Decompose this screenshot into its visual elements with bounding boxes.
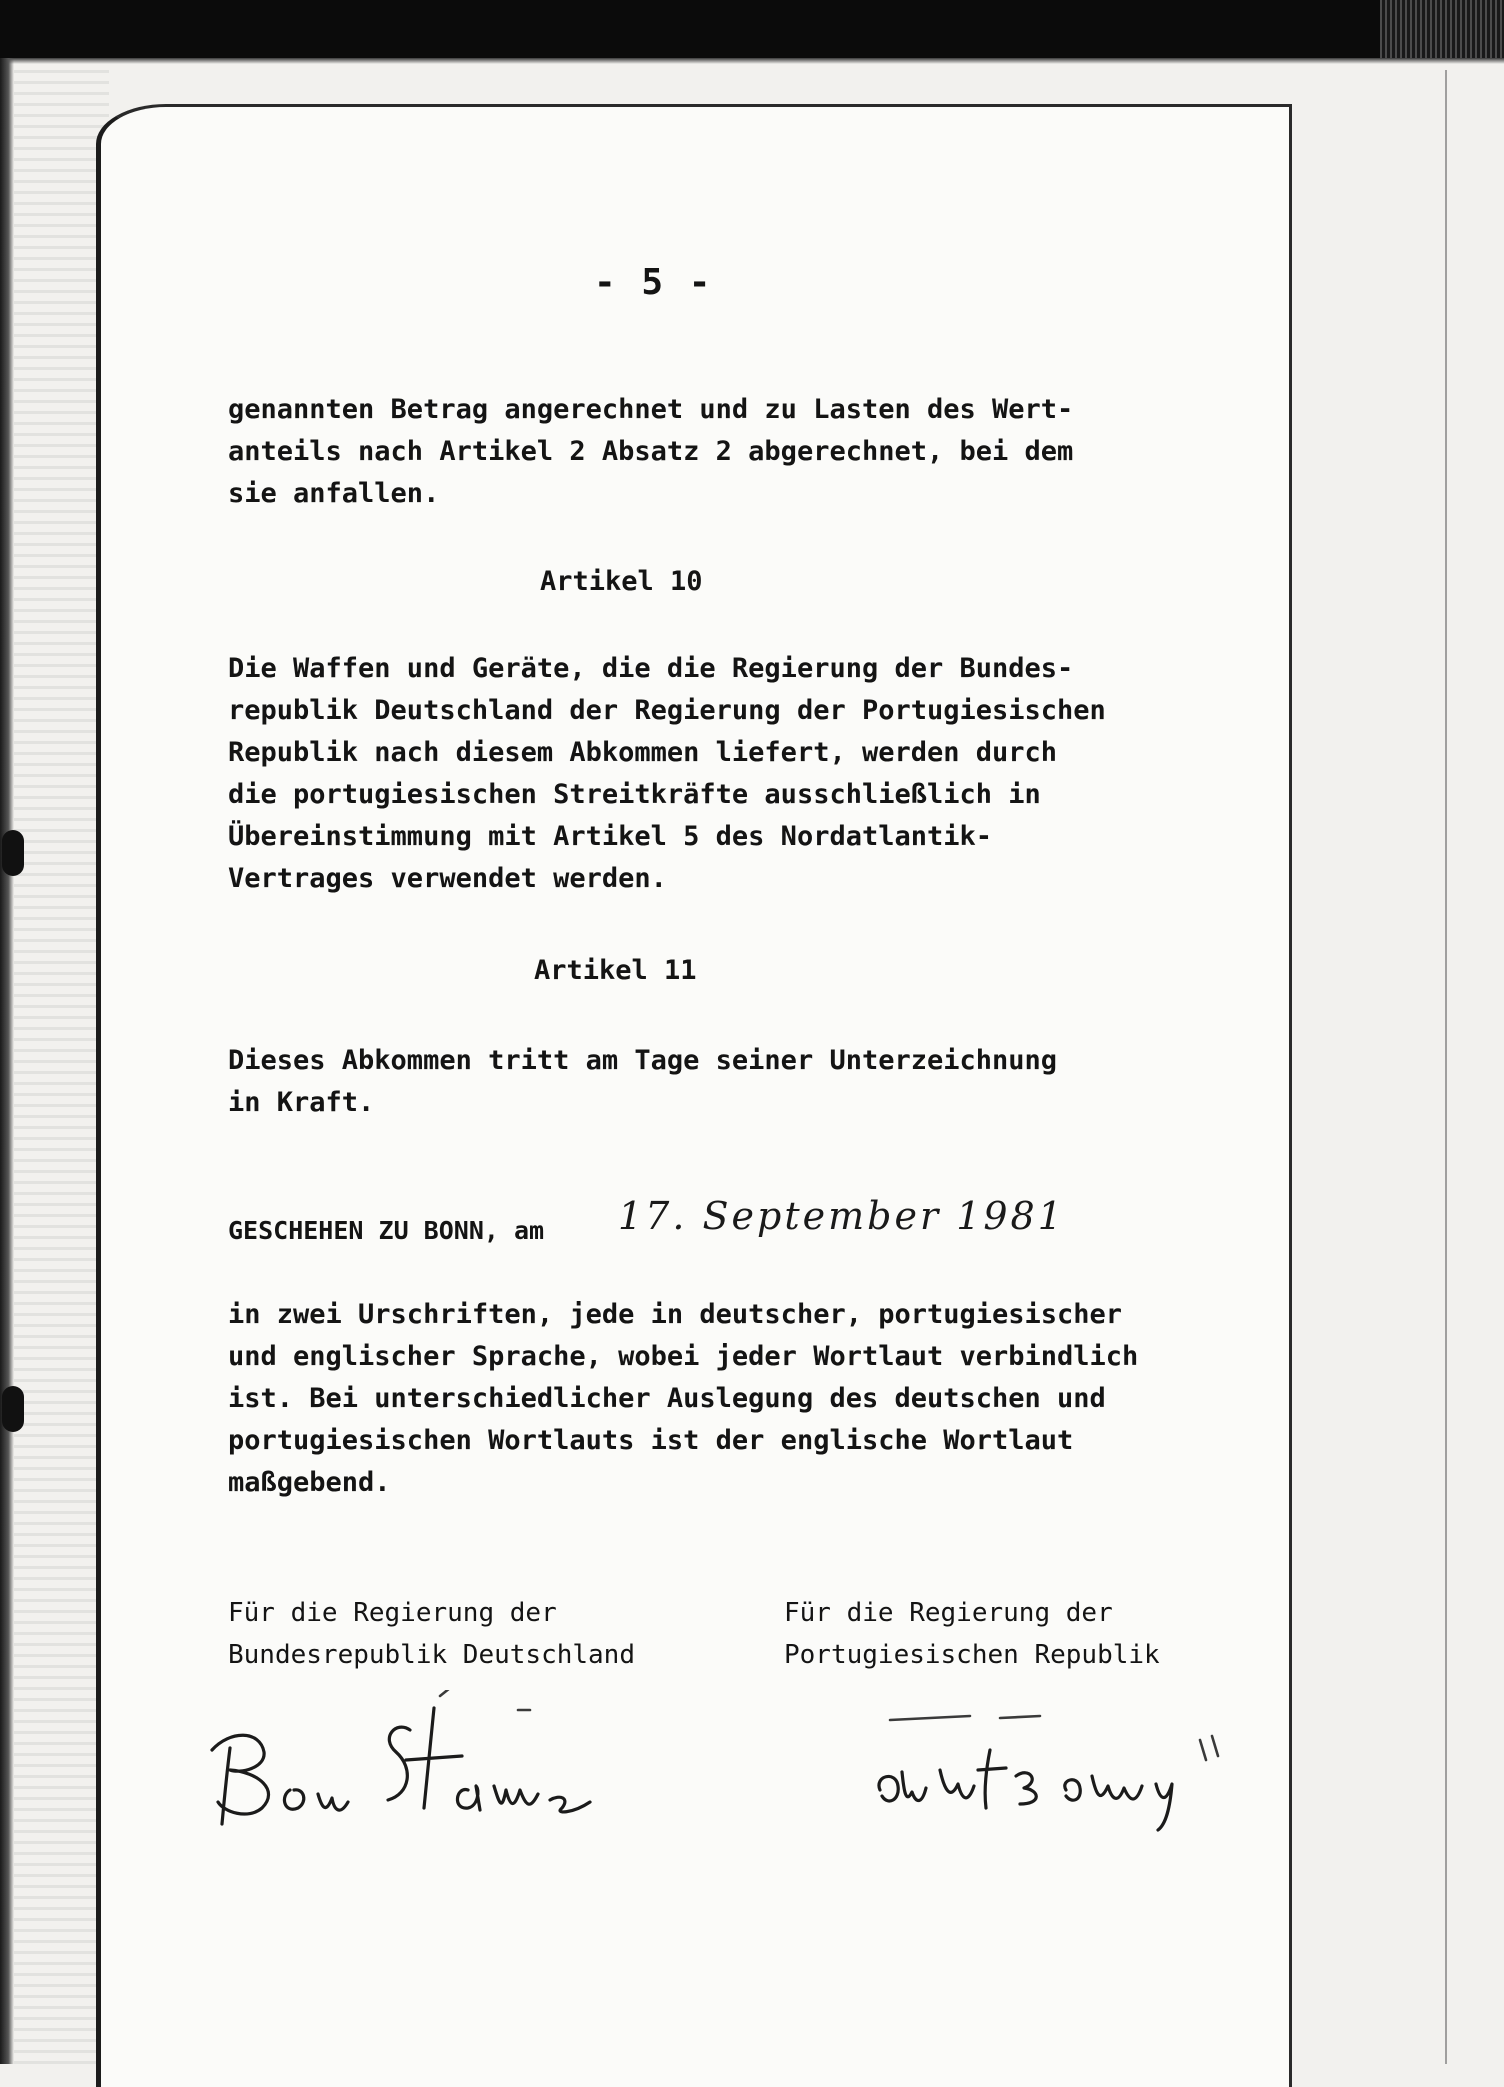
text-line: Übereinstimmung mit Artikel 5 des Nordatlantik-	[228, 821, 993, 852]
signing-place-label: GESCHEHEN ZU BONN, am	[228, 1216, 545, 1245]
scan-right-rule	[1445, 70, 1447, 2064]
handwritten-date: 17. September 1981	[618, 1194, 1065, 1238]
signature-germany	[200, 1690, 640, 1850]
artikel-11-paragraph	[228, 1040, 1238, 1124]
text-line: maßgebend.	[228, 1467, 391, 1498]
text-line: Republik nach diesem Abkommen liefert, werden durch	[228, 737, 1058, 768]
text-line: und englischer Sprache, wobei jeder Wortlaut verbindlich	[228, 1341, 1139, 1372]
text-line: republik Deutschland der Regierung der Portugiesischen	[228, 695, 1106, 726]
artikel-10-paragraph	[228, 648, 1238, 900]
text-line: Die Waffen und Geräte, die die Regierung der Bundes-	[228, 653, 1074, 684]
scan-top-shadow	[0, 58, 1504, 64]
signature-portugal	[840, 1700, 1260, 1840]
text-line: in zwei Urschriften, jede in deutscher, portugiesischer	[228, 1299, 1123, 1330]
signing-date-line	[228, 1194, 1228, 1254]
intro-paragraph	[228, 389, 1238, 515]
text-line: ist. Bei unterschiedlicher Auslegung des deutschen und	[228, 1383, 1106, 1414]
scan-corner-noise	[1380, 0, 1504, 58]
punch-hole-lower	[2, 1386, 24, 1432]
text-line: genannten Betrag angerechnet und zu Lasten des Wert-	[228, 394, 1074, 425]
punch-hole-upper	[2, 830, 24, 876]
text-line: in Kraft.	[228, 1087, 375, 1118]
scan-speckle-strip	[14, 70, 109, 2064]
text-line: Dieses Abkommen tritt am Tage seiner Unterzeichnung	[228, 1045, 1058, 1076]
scan-top-band	[0, 0, 1504, 58]
heading-artikel-11: Artikel 11	[534, 955, 697, 986]
signatory-line: Bundesrepublik Deutschland	[228, 1640, 635, 1670]
scan-left-edge	[0, 58, 14, 2064]
text-line: Vertrages verwendet werden.	[228, 863, 667, 894]
signatory-line: Portugiesischen Republik	[784, 1640, 1160, 1670]
signatory-line: Für die Regierung der	[228, 1598, 557, 1628]
heading-artikel-10: Artikel 10	[540, 566, 703, 597]
languages-paragraph	[228, 1294, 1238, 1504]
page-number: - 5 -	[594, 262, 713, 303]
text-line: anteils nach Artikel 2 Absatz 2 abgerechnet, bei dem	[228, 436, 1074, 467]
text-line: portugiesischen Wortlauts ist der englische Wortlaut	[228, 1425, 1074, 1456]
signatory-portugal	[784, 1592, 1160, 1676]
signatory-germany	[228, 1592, 635, 1676]
text-line: die portugiesischen Streitkräfte ausschließlich in	[228, 779, 1041, 810]
signatory-line: Für die Regierung der	[784, 1598, 1113, 1628]
text-line: sie anfallen.	[228, 478, 440, 509]
